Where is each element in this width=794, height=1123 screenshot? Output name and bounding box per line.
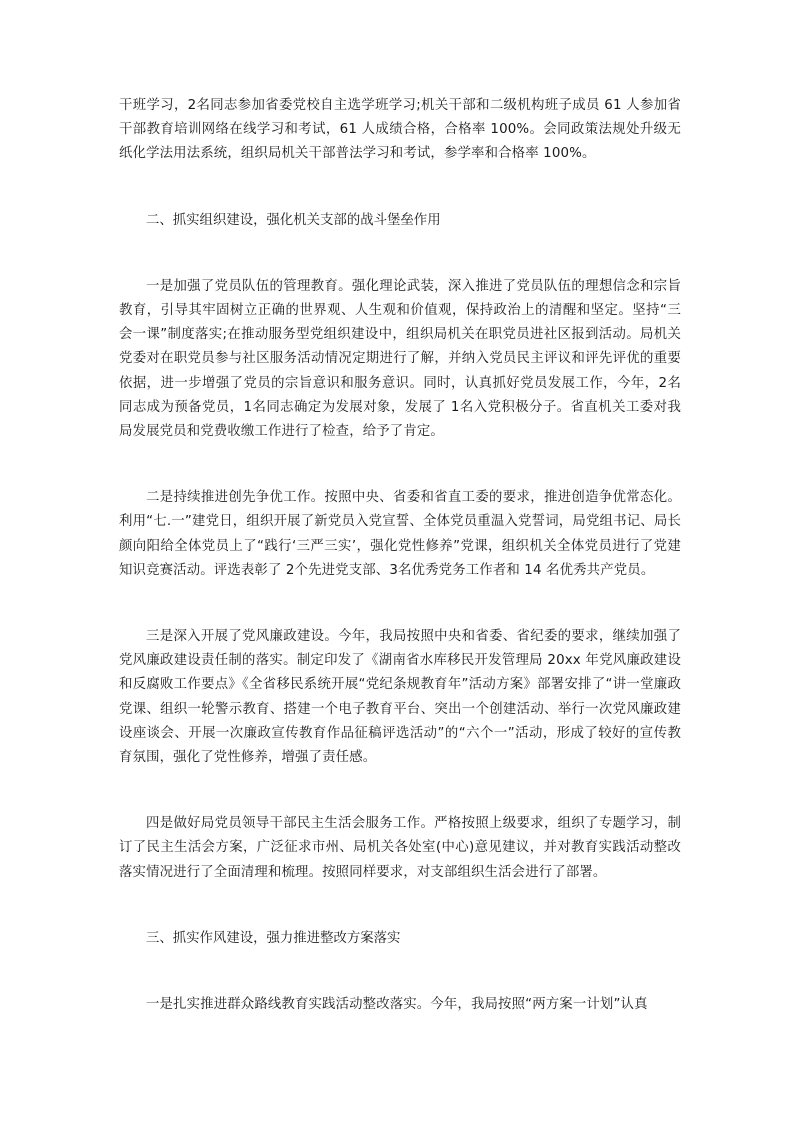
document-body — [119, 94, 681, 1017]
paragraph-party-member-education: 一是加强了党员队伍的管理教育。强化理论武装，深入推进了党员队伍的理想信念和宗旨教育，引导其牢固树立正确的世界观、人生观和价值观，保持政治上的清醒和坚定。坚持“三会一课”制度落实;在推动服务型党组织建设中，组织局机关在职党员进社区报到活动。局机关党委对在职党员参与社区服务活动情况定期进行了解，并纳入党员民主评议和评先评优的重要依据，进一步增强了党员的宗旨意识和服务意识。同时，认真抓好党员发展工作，今年，2名同志成为预备党员，1名同志确定为发展对象，发展了 1名入党积极分子。省直机关工委对我局发展党员和党费收缴工作进行了检查，给予了肯定。 — [119, 278, 681, 440]
paragraph-excellence-campaign: 二是持续推进创先争优工作。按照中央、省委和省直工委的要求，推进创造争优常态化。利用“七.一”建党日，组织开展了新党员入党宣誓、全体党员重温入党誓词，局党组书记、局长颜向阳给全体党员上了“践行‘三严三实’，强化党性修养”党课，组织机关全体党员进行了党建知识竞赛活动。评选表彰了 2个先进党支部、3名优秀党务工作者和 14 名优秀共产党员。 — [119, 490, 681, 578]
paragraph-mass-line-rectification: 一是扎实推进群众路线教育实践活动整改落实。今年，我局按照“两方案一计划”认真 — [146, 997, 648, 1013]
paragraph-clean-governance: 三是深入开展了党风廉政建设。今年，我局按照中央和省委、省纪委的要求，继续加强了党风廉政建设责任制的落实。制定印发了《湖南省水库移民开发管理局 20xx 年党风廉政建设和反腐败工作要点》《全省移民系统开展“党纪条规教育年”活动方案》部署安排了“讲一堂廉政党课、组织一轮警示教育、搭建一个电子教育平台、突出一个创建活动、举行一次党风廉政建设座谈会、开展一次廉政宣传教育作品征稿评选活动”的“六个一”活动，形成了较好的宣传教育氛围，强化了党性修养，增强了责任感。 — [119, 629, 681, 766]
paragraph-training-summary: 干班学习，2名同志参加省委党校自主选学班学习;机关干部和二级机构班子成员 61 人参加省干部教育培训网络在线学习和考试，61 人成绩合格，合格率 100%。会同政策法规处升级无纸化学法用法系统，组织局机关干部普法学习和考试，参学率和合格率 100%。 — [119, 98, 681, 162]
paragraph-democratic-life-meeting: 四是做好局党员领导干部民主生活会服务工作。严格按照上级要求，组织了专题学习，制订了民主生活会方案，广泛征求市州、局机关各处室(中心)意见建议，并对教育实践活动整改落实情况进行了全面清理和梳理。按照同样要求，对支部组织生活会进行了部署。 — [119, 816, 681, 880]
section-heading-organization: 二、抓实组织建设，强化机关支部的战斗堡垒作用 — [146, 212, 441, 228]
section-heading-work-style: 三、抓实作风建设，强力推进整改方案落实 — [146, 930, 401, 946]
